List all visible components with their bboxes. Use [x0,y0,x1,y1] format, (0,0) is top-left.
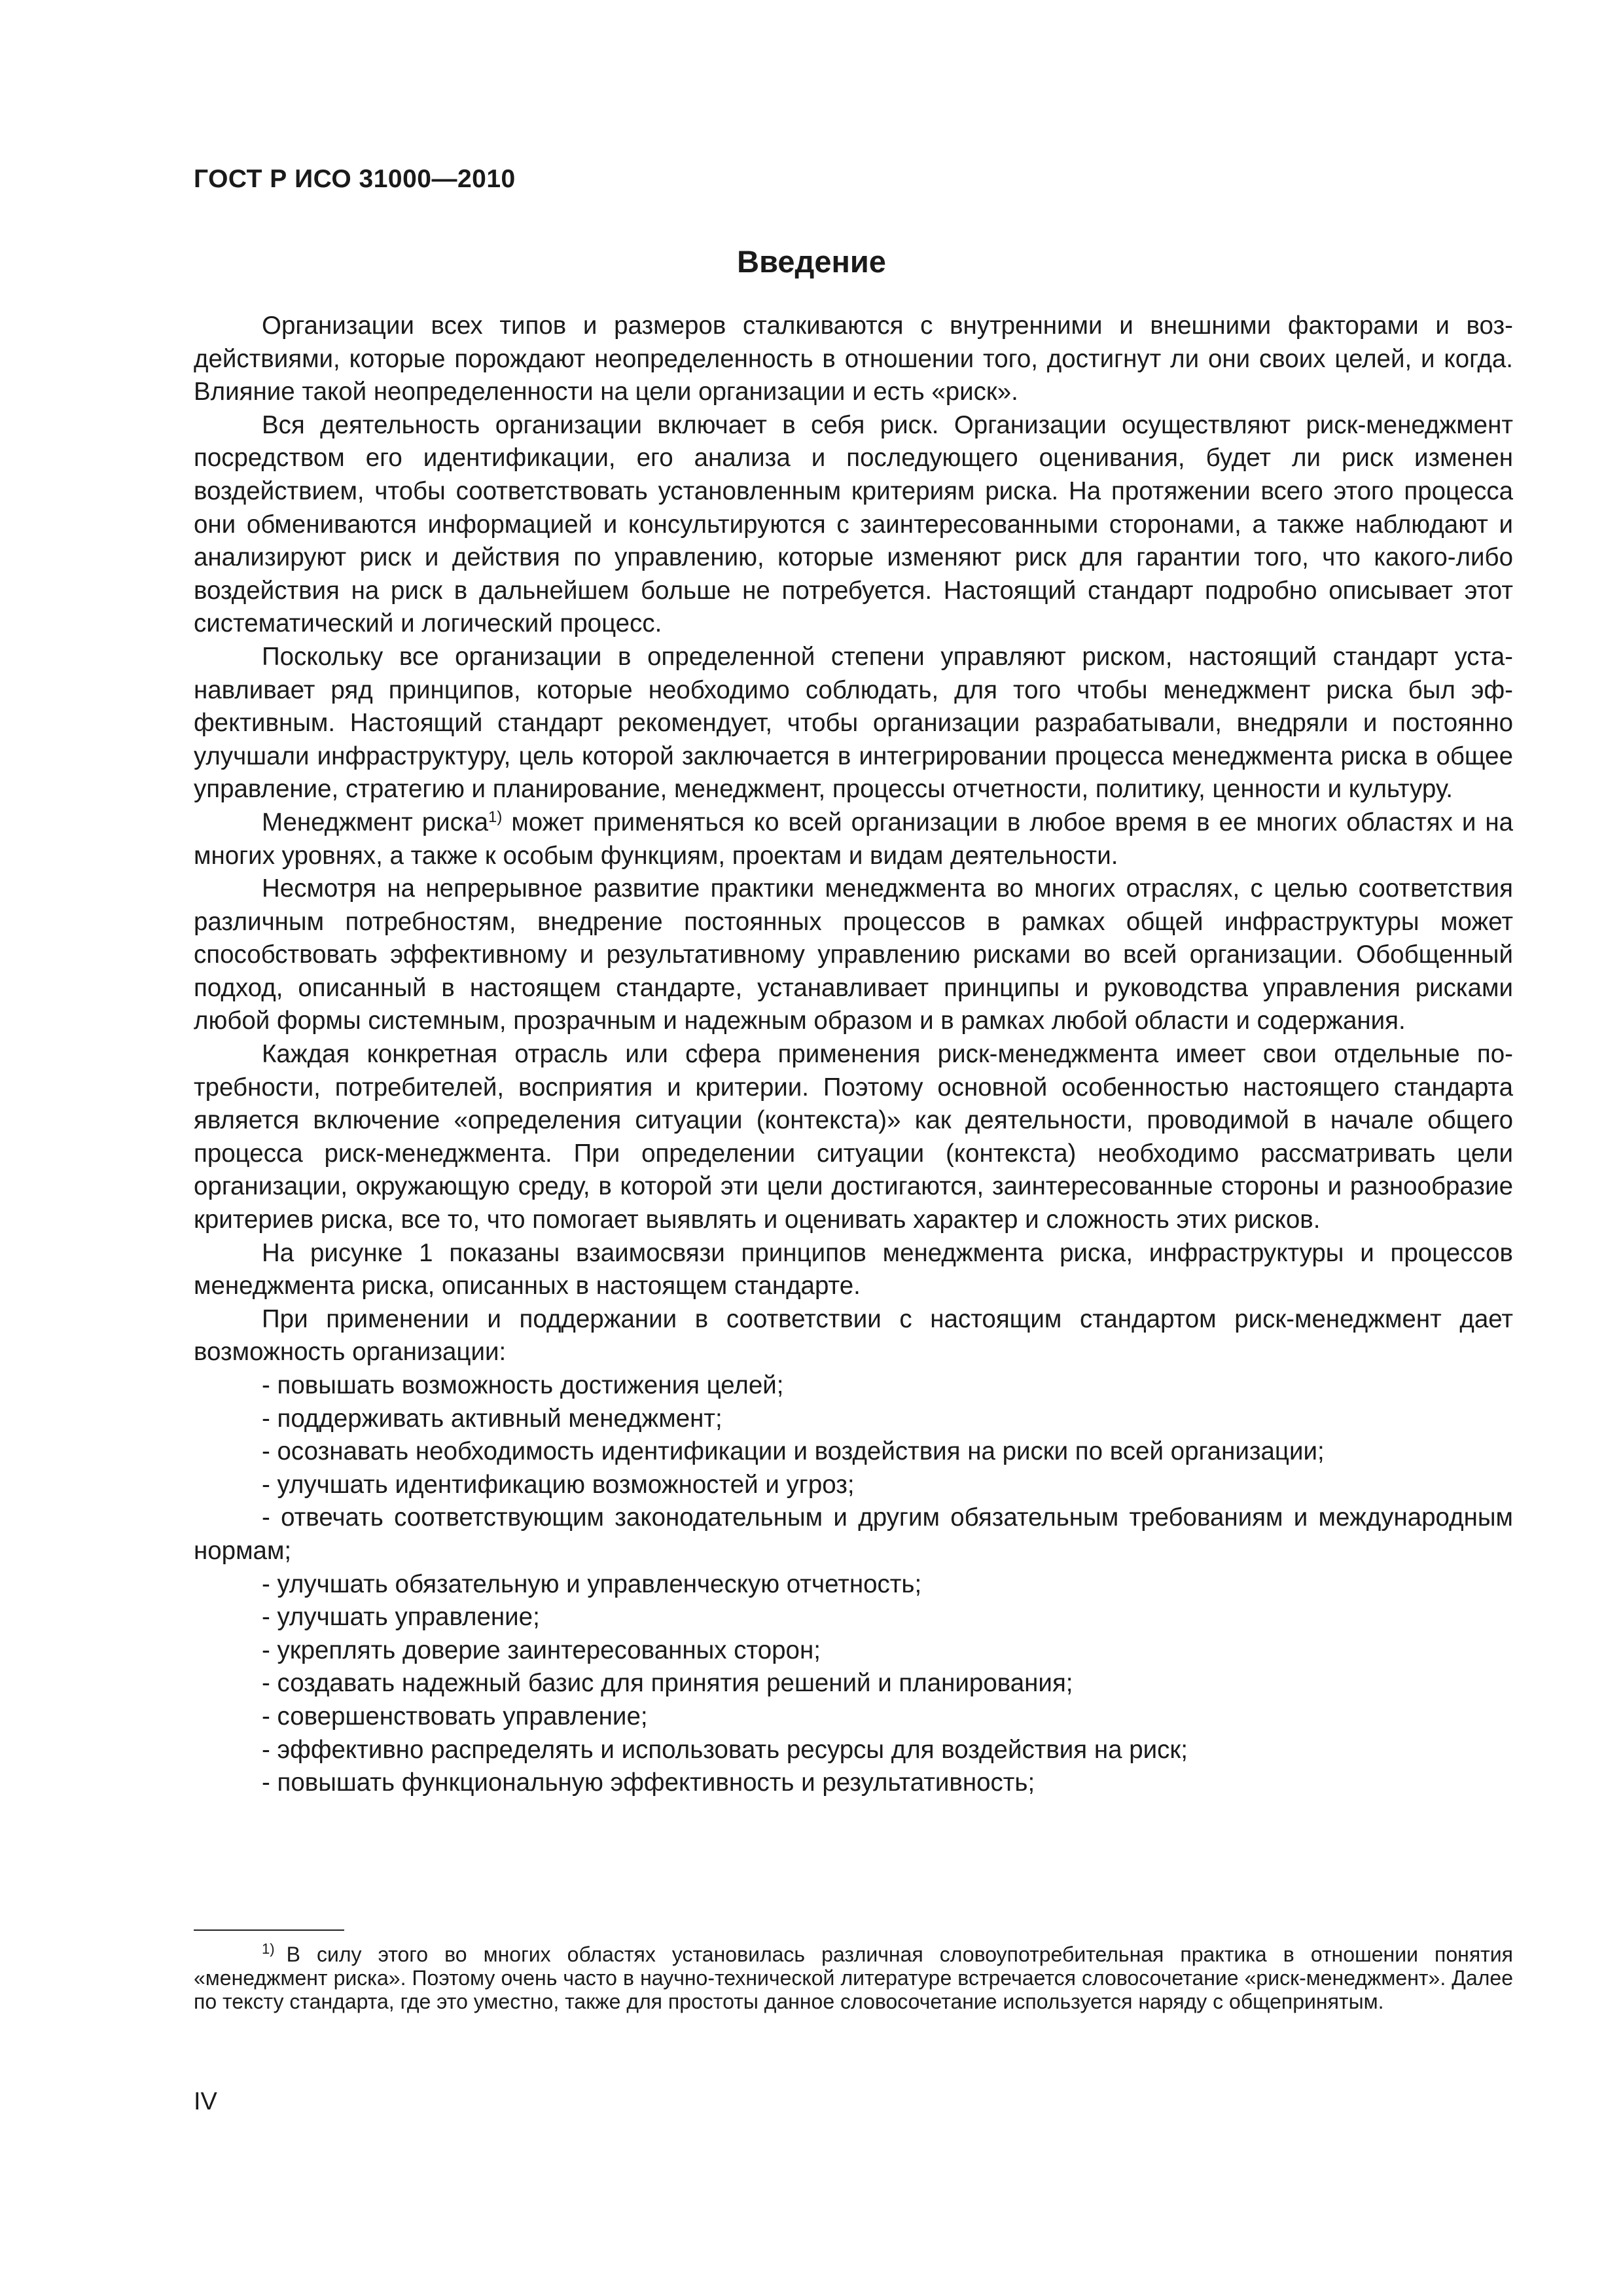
list-item: - создавать надежный базис для принятия решений и планирования; [262,1669,1073,1698]
list-item: - поддерживать активный менеджмент; [262,1404,722,1433]
paragraph: Организации всех типов и размеров сталкиваются с внутренними и внешними факторами и воздействиями, которые порождают неопределенность в отношении того, достигнут ли они своих целей, и когда. Влияние такой неопределенности на цели организации и есть «риск». [194,312,1513,406]
footnote-divider [194,1929,344,1931]
list-item: - улучшать управление; [262,1603,540,1632]
list-item: - совершенствовать управление; [262,1702,648,1731]
page-number: IV [194,2088,217,2115]
benefits-list [194,1369,1513,1800]
paragraph-text: может применяться ко всей организации в любое время в ее многих областях и на многих уровнях, а также к особым функциям, проектам и видам деятельности. [194,808,1514,870]
footnote-reference: 1) [488,808,503,826]
list-item: - повышать возможность достижения целей; [262,1371,784,1399]
document-header: ГОСТ Р ИСО 31000—2010 [194,165,516,193]
footnote-mark: 1) [262,1941,275,1957]
list-item: - укреплять доверие заинтересованных сторон; [262,1636,821,1664]
paragraph-text: Менеджмент риска [262,808,488,836]
list-item: - улучшать обязательную и управленческую отчетность; [262,1570,922,1598]
paragraph: Поскольку все организации в определенной степени управляют риском, настоящий стандарт устанавливает ряд принципов, которые необходимо соблюдать, для того чтобы менеджмент риска был эффективным. Настоящий стандарт рекомендует, чтобы организации разрабатывали, внедряли и постоянно улучшали инфраструктуру, цель которой заключается в интегрировании процесса менеджмента риска в общее управление, стратегию и планирование, менеджмент, процессы отчетности, политику, ценности и культуру. [194,642,1513,804]
document-body [194,310,1513,1800]
footnote [194,1943,1513,2013]
paragraph: Несмотря на непрерывное развитие практики менеджмента во многих отраслях, с целью соответствия различным потребностям, внедрение постоянных процессов в рамках общей инфраструктуры может способствовать эффективному и результативному управлению рисками во всей организации. Обобщенный подход, описанный в настоящем стандарте, устанавливает принципы и руководства управления рисками любой формы системным, прозрачным и надежным образом и в рамках любой области и содержания. [194,874,1513,1035]
paragraph-with-footnote [194,806,1513,872]
list-item: - отвечать соответствующим законодательным и другим обязательным требованиям и международным нормам; [194,1503,1513,1565]
list-item: - осознавать необходимость идентификации и воздействия на риски по всей организации; [262,1437,1325,1466]
list-item: - эффективно распределять и использовать ресурсы для воздействия на риск; [262,1735,1188,1764]
paragraph: Вся деятельность организации включает в себя риск. Организации осуществляют риск-менеджмент посредством его идентификации, его анализа и последующего оценивания, будет ли риск изменен воздействием, чтобы соответствовать установленным критериям риска. На протяжении всего этого процесса они обмениваются информацией и консультируются с заинтересованными сторонами, а также наблюдают и анализируют риск и действия по управлению, которые изменяют риск для гарантии того, что какого-либо воздействия на риск в дальнейшем больше не потребуется. Настоящий стандарт подробно описывает этот систематический и логический процесс. [194,410,1513,638]
list-item: - улучшать идентификацию возможностей и угроз; [262,1470,855,1499]
footnote-text: В силу этого во многих областях установилась различная словоупотребительная практика в отношении понятия «менеджмент риска». Поэтому очень часто в научно-технической литературе встречается словосочетание «риск-менеджмент». Далее по тексту стандарта, где это уместно, также для простоты данное словосочетание используется наряду с общепринятым. [194,1943,1513,2013]
list-item: - повышать функциональную эффективность и результативность; [262,1768,1035,1797]
paragraph: На рисунке 1 показаны взаимосвязи принципов менеджмента риска, инфраструктуры и процессов менеджмента риска, описанных в настоящем стандарте. [194,1238,1513,1300]
paragraph: Каждая конкретная отрасль или сфера применения риск-менеджмента имеет свои отдельные потребности, потребителей, восприятия и критерии. Поэтому основной особенностью настоящего стандарта является включение «определения ситуации (контекста)» как деятельности, проводимой в начале общего процесса риск-менеджмента. При определении ситуации (контекста) необходимо рассматривать цели организации, окружающую среду, в которой эти цели достигаются, заинтересованные стороны и разнообразие критериев риска, все то, что помогает выявлять и оценивать характер и сложность этих рисков. [194,1040,1513,1234]
paragraph: При применении и поддержании в соответствии с настоящим стандартом риск-менеджмент дает возможность организации: [194,1304,1513,1367]
section-title: Введение [737,244,886,279]
